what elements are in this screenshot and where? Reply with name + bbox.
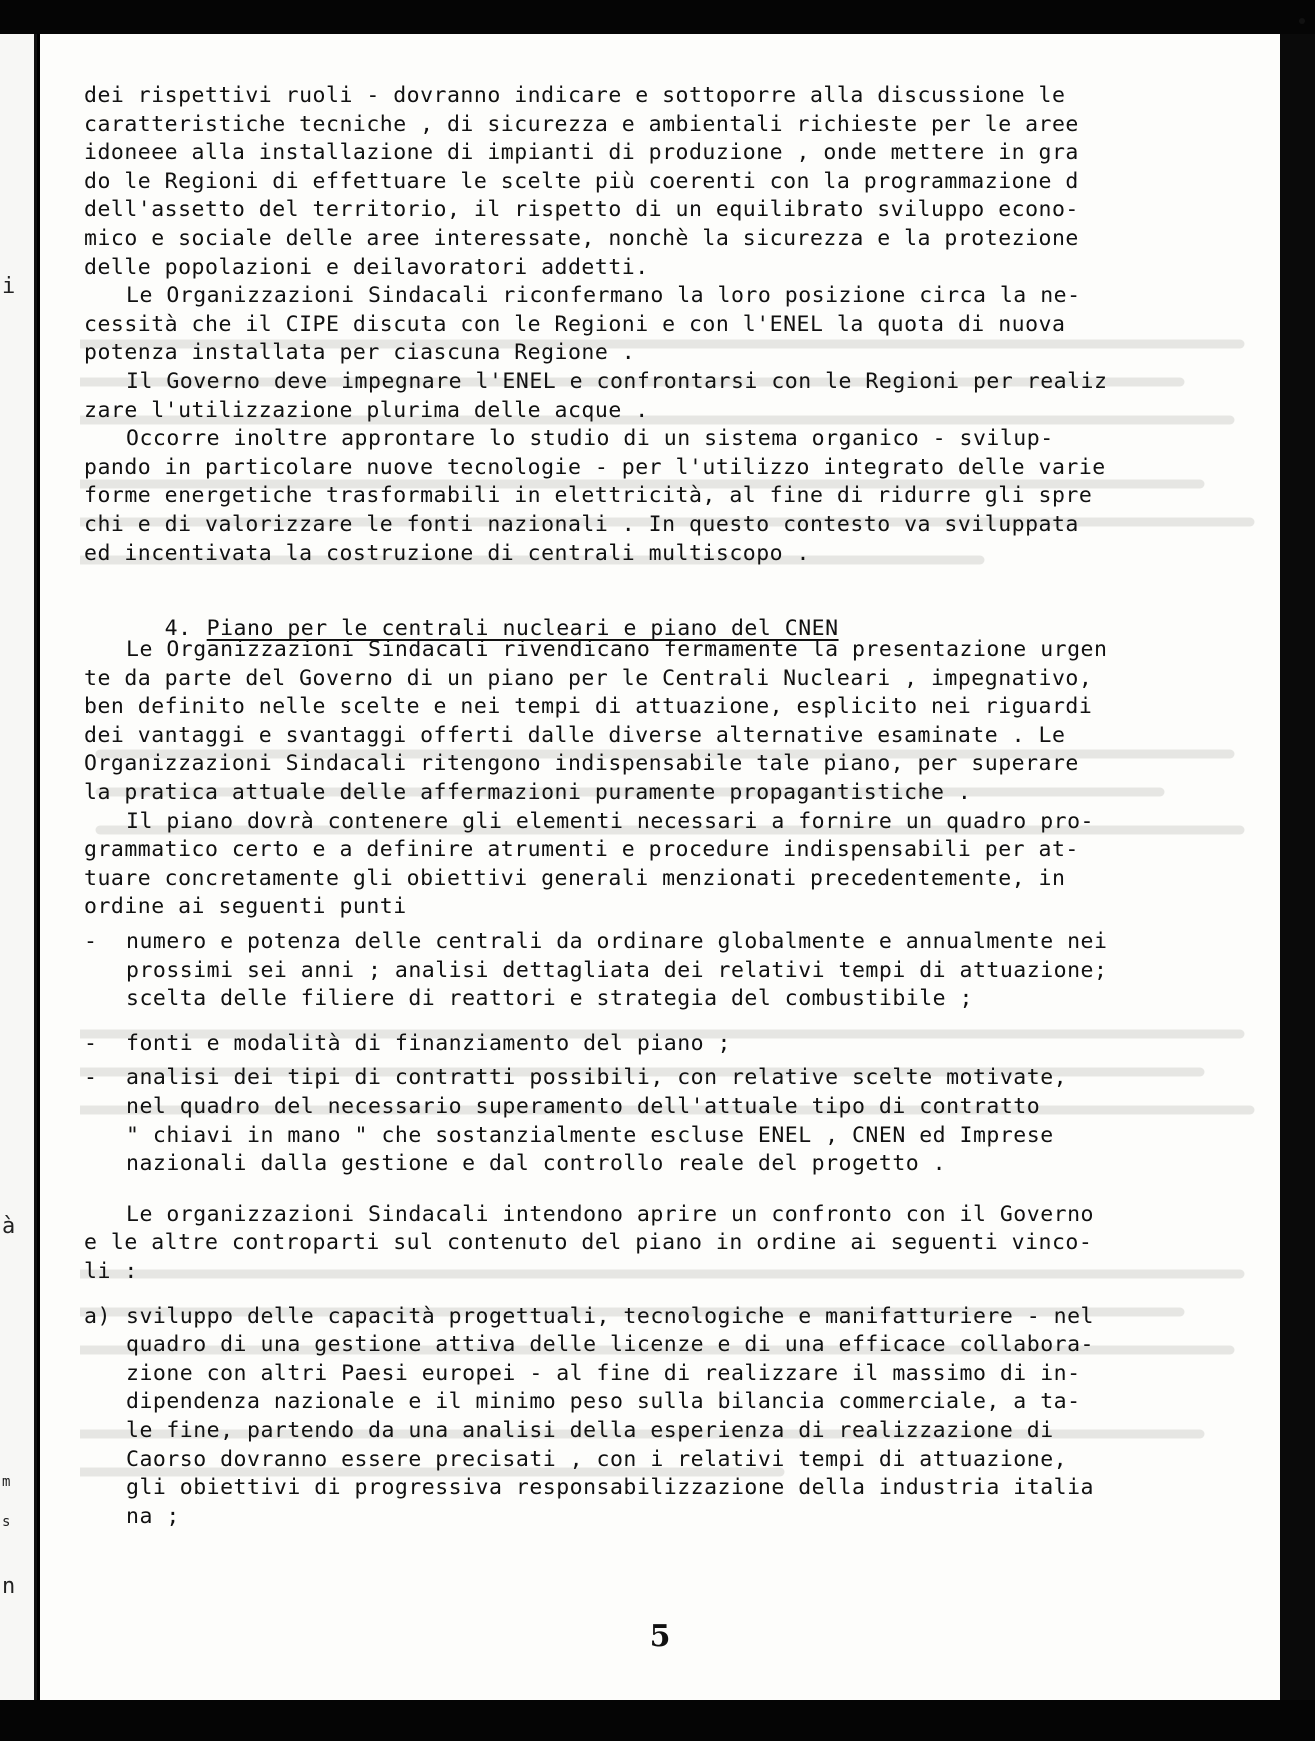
text-line: nazionali dalla gestione e dal controllo reale del progetto . — [126, 1151, 947, 1177]
margin-fragment: n — [2, 1574, 16, 1599]
text-line: Organizzazioni Sindacali ritengono indispensabile tale piano, per superare — [84, 751, 1079, 777]
text-line: ordine ai seguenti punti — [84, 894, 407, 920]
text-line: e le altre controparti sul contenuto del piano in ordine ai seguenti vinco- — [84, 1230, 1093, 1256]
margin-fragment: i — [2, 274, 16, 299]
text-line: Le Organizzazioni Sindacali rivendicano fermamente la presentazione urgen — [126, 637, 1108, 663]
paragraph-sistema-organico — [84, 425, 1259, 568]
margin-fragment: m — [2, 1474, 11, 1490]
paragraph-cipe — [84, 282, 1259, 368]
text-line: pando in particolare nuove tecnologie - per l'utilizzo integrato delle varie — [84, 454, 1106, 480]
paragraph-contenuto-piano — [84, 808, 1259, 922]
text-line: sviluppo delle capacità progettuali, tecnologiche e manifatturiere - nel — [126, 1303, 1094, 1329]
text-line: ed incentivata la costruzione di centrali multiscopo . — [84, 540, 810, 566]
text-line: te da parte del Governo di un piano per le Centrali Nucleari , impegnativo, — [84, 665, 1093, 691]
scan-bottom-border — [0, 1700, 1315, 1741]
text-line: " chiavi in mano " che sostanzialmente escluse ENEL , CNEN ed Imprese — [126, 1122, 1054, 1148]
margin-fragment: s — [2, 1514, 11, 1530]
text-line: Le organizzazioni Sindacali intendono aprire un confronto con il Governo — [126, 1201, 1094, 1227]
text-line: gli obiettivi di progressiva responsabilizzazione della industria italia — [126, 1475, 1094, 1501]
text-line: caratteristiche tecniche , di sicurezza e ambientali richieste per le aree — [84, 111, 1079, 137]
text-line: prossimi sei anni ; analisi dettagliata dei relativi tempi di attuazione; — [126, 957, 1108, 983]
text-line: numero e potenza delle centrali da ordinare globalmente e annualmente nei — [126, 929, 1108, 955]
paragraph-roles — [84, 82, 1259, 282]
bullet-item — [84, 1064, 1259, 1178]
text-line: li : — [84, 1258, 138, 1284]
text-line: potenza installata per ciascuna Regione . — [84, 340, 636, 366]
text-line: zione con altri Paesi europei - al fine di realizzare il massimo di in- — [126, 1360, 1081, 1386]
scan-top-border — [0, 0, 1315, 34]
section-heading — [84, 584, 1259, 642]
item-marker: a) — [84, 1303, 111, 1329]
text-line: dei rispettivi ruoli - dovranno indicare e sottoporre alla discussione le — [84, 83, 1066, 108]
text-line: Occorre inoltre approntare lo studio di un sistema organico - svilup- — [126, 426, 1054, 452]
paragraph-piano-urgente — [84, 636, 1259, 808]
text-line: Il piano dovrà contenere gli elementi necessari a fornire un quadro pro- — [126, 808, 1094, 834]
scan-right-border — [1280, 34, 1315, 1700]
text-line: analisi dei tipi di contratti possibili, con relative scelte motivate, — [126, 1065, 1068, 1091]
text-line: dei vantaggi e svantaggi offerti dalle diverse alternative esaminate . Le — [84, 722, 1066, 748]
text-line: idoneee alla installazione di impianti di produzione , onde mettere in gra — [84, 140, 1079, 166]
text-line: mico e sociale delle aree interessate, nonchè la sicurezza e la protezione — [84, 225, 1079, 251]
section-title: Piano per le centrali nucleari e piano del CNEN — [206, 616, 839, 642]
text-line: Le Organizzazioni Sindacali riconfermano la loro posizione circa la ne- — [126, 283, 1081, 309]
text-line: chi e di valorizzare le fonti nazionali . In questo contesto va sviluppata — [84, 511, 1079, 537]
margin-fragment: à — [2, 1214, 16, 1239]
text-line: do le Regioni di effettuare le scelte più coerenti con la programmazione d — [84, 168, 1079, 194]
paragraph-confronto — [84, 1201, 1259, 1287]
paragraph-acque — [84, 368, 1259, 425]
bullet-marker: - — [84, 1065, 98, 1091]
text-line: dipendenza nazionale e il minimo peso sulla bilancia commerciale, a ta- — [126, 1389, 1081, 1415]
bullet-item — [84, 928, 1259, 1014]
text-line: fonti e modalità di finanziamento del piano ; — [126, 1030, 731, 1056]
text-line: cessità che il CIPE discuta con le Regioni e con l'ENEL la quota di nuova — [84, 311, 1066, 337]
text-line: na ; — [126, 1503, 180, 1529]
lettered-item-a — [84, 1303, 1259, 1532]
text-line: delle popolazioni e deilavoratori addetti. — [84, 254, 649, 280]
document-body — [84, 82, 1259, 1531]
bullet-item — [84, 1030, 1259, 1059]
adjacent-page-margin — [0, 34, 37, 1700]
text-line: scelta delle filiere di reattori e strategia del combustibile ; — [126, 986, 973, 1012]
text-line: tuare concretamente gli obiettivi generali menzionati precedentemente, in — [84, 865, 1066, 891]
bullet-marker: - — [84, 929, 98, 955]
text-line: quadro di una gestione attiva delle licenze e di una efficace collabora- — [126, 1332, 1094, 1358]
text-line: dell'assetto del territorio, il rispetto di un equilibrato sviluppo econo- — [84, 197, 1079, 223]
text-line: le fine, partendo da una analisi della esperienza di realizzazione di — [126, 1417, 1054, 1443]
text-line: zare l'utilizzazione plurima delle acque . — [84, 397, 649, 423]
text-line: nel quadro del necessario superamento dell'attuale tipo di contratto — [126, 1094, 1041, 1119]
text-line: Il Governo deve impegnare l'ENEL e confrontarsi con le Regioni per realiz — [126, 368, 1108, 394]
page-number: 5 — [649, 1619, 671, 1654]
text-line: la pratica attuale delle affermazioni puramente propagantistiche . — [84, 780, 972, 806]
section-number: 4. — [164, 616, 192, 642]
text-line: Caorso dovranno essere precisati , con i relativi tempi di attuazione, — [126, 1446, 1068, 1472]
scan-speck — [1299, 18, 1305, 24]
text-line: ben definito nelle scelte e nei tempi di attuazione, esplicito nei riguardi — [84, 694, 1093, 720]
bullet-marker: - — [84, 1030, 98, 1056]
text-line: forme energetiche trasformabili in elettricità, al fine di ridurre gli spre — [84, 483, 1093, 509]
text-line: grammatico certo e a definire atrumenti e procedure indispensabili per at- — [84, 837, 1079, 863]
document-page — [40, 34, 1280, 1700]
